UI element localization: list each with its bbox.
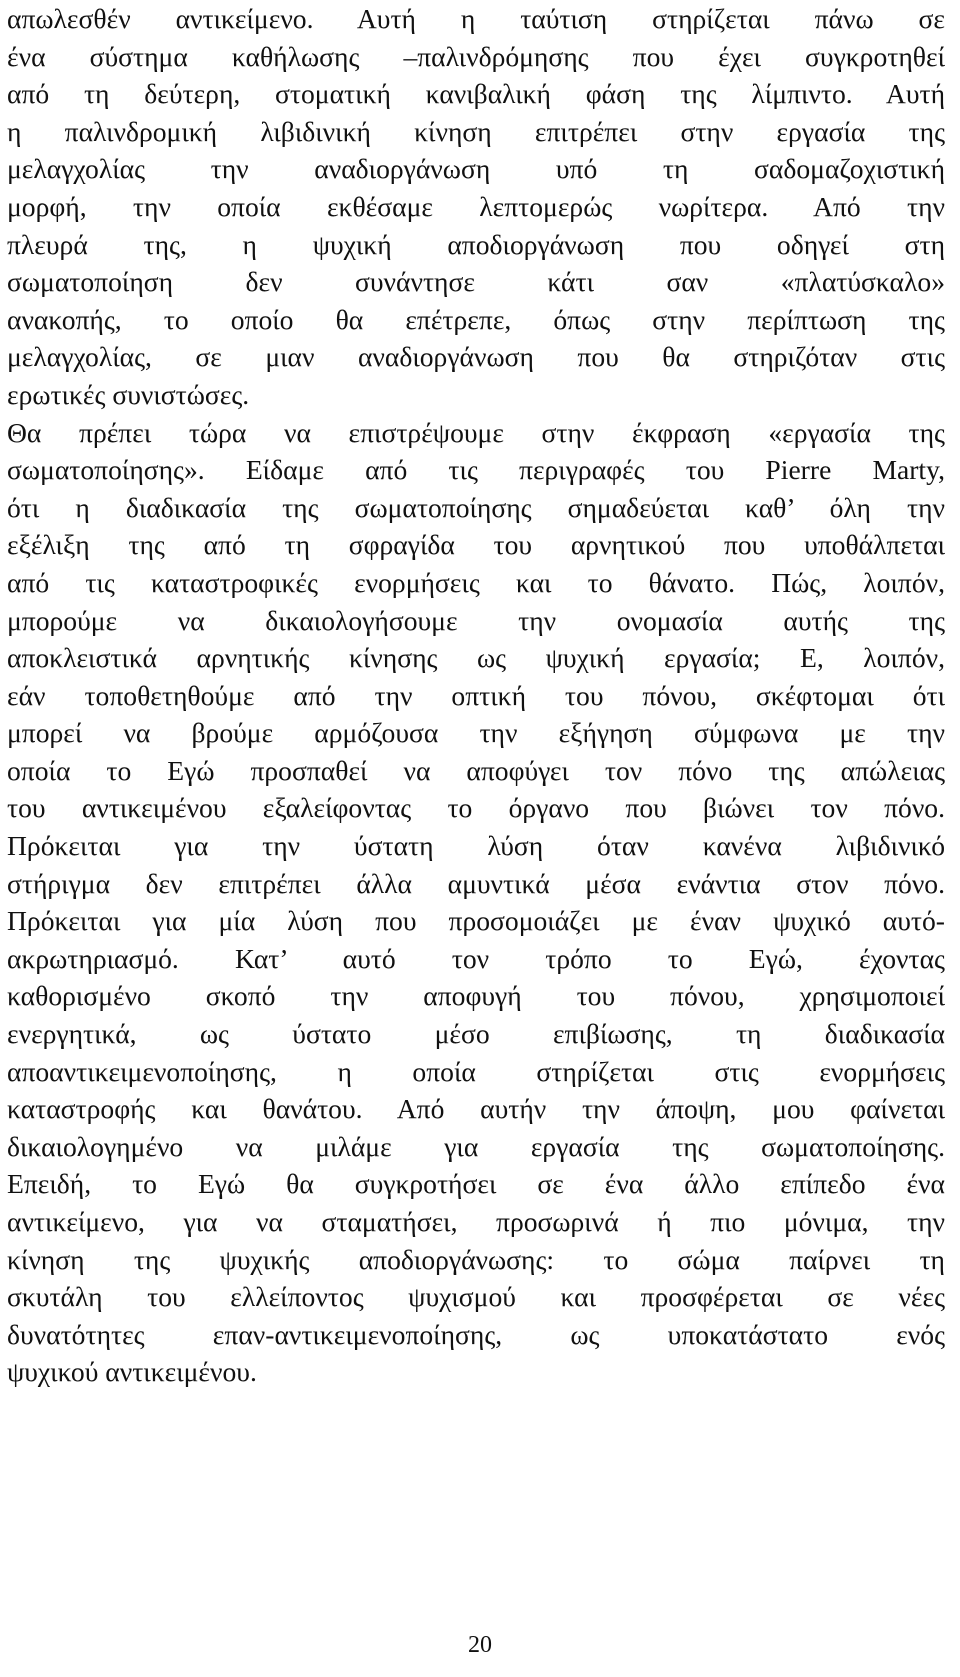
text-line: απωλεσθέν αντικείμενο. Αυτή η ταύτιση στηρίζεται πάνω σε [7, 3, 945, 34]
text-line: μελαγχολίας, σε μιαν αναδιοργάνωση που θα στηριζόταν στις [7, 341, 945, 373]
page-number: 20 [468, 1632, 492, 1658]
text-line: από τις καταστροφικές ενορμήσεις και το θάνατο. Πώς, λοιπόν, [7, 566, 945, 598]
text-line: ερωτικές συνιστώσες. [7, 378, 250, 410]
text-line: σωματοποίηση δεν συνάντησε κάτι σαν «πλατύσκαλο» [7, 266, 945, 298]
text-line: ότι η διαδικασία της σωματοποίησης σημαδεύεται καθ’ όλη την [7, 491, 945, 523]
text-line: κίνηση της ψυχικής αποδιοργάνωσης: το σώμα παίρνει τη [7, 1243, 945, 1275]
text-line: ακρωτηριασμό. Κατ’ αυτό τον τρόπο το Εγώ, έχοντας [7, 942, 945, 974]
text-line: αποκλειστικά αρνητικής κίνησης ως ψυχική εργασία; Ε, λοιπόν, [7, 642, 945, 674]
text-line: αντικείμενο, για να σταματήσει, προσωρινά ή πιο μόνιμα, την [7, 1206, 945, 1237]
text-line: πλευρά της, η ψυχική αποδιοργάνωση που οδηγεί στη [7, 228, 945, 260]
text-line: του αντικειμένου εξαλείφοντας το όργανο που βιώνει τον πόνο. [7, 792, 945, 824]
text-line: δυνατότητες επαν-αντικειμενοποίησης, ως υποκατάστατο ενός [7, 1318, 945, 1350]
text-line: καταστροφής και θανάτου. Από αυτήν την άποψη, μου φαίνεται [7, 1093, 945, 1125]
text-line: Πρόκειται για μία λύση που προσομοιάζει με έναν ψυχικό αυτό- [7, 905, 945, 937]
text-line: δικαιολογημένο να μιλάμε για εργασία της σωματοποίησης. [7, 1130, 945, 1162]
text-line: στήριγμα δεν επιτρέπει άλλα αμυντικά μέσα ενάντια στον πόνο. [7, 867, 945, 899]
text-line: σωματοποίησης». Είδαμε από τις περιγραφές του Pierre Marty, [7, 454, 945, 486]
text-line: Θα πρέπει τώρα να επιστρέψουμε στην έκφραση «εργασία της [7, 416, 945, 448]
text-line: ψυχικού αντικειμένου. [7, 1356, 257, 1388]
text-line: Επειδή, το Εγώ θα συγκροτήσει σε ένα άλλο επίπεδο ένα [7, 1168, 945, 1200]
text-line: καθορισμένο σκοπό την αποφυγή του πόνου, χρησιμοποιεί [7, 980, 945, 1012]
text-line: Πρόκειται για την ύστατη λύση όταν κανένα λιβιδινικό [7, 830, 945, 862]
text-line: ένα σύστημα καθήλωσης –παλινδρόμησης που έχει συγκροτηθεί [7, 40, 945, 72]
text-line: μπορούμε να δικαιολογήσουμε την ονομασία αυτής της [7, 604, 945, 636]
text-line: η παλινδρομική λιβιδινική κίνηση επιτρέπει στην εργασία της [7, 115, 945, 147]
body-text [7, 0, 945, 1391]
text-line: μορφή, την οποία εκθέσαμε λεπτομερώς νωρίτερα. Από την [7, 190, 945, 222]
text-line: ανακοπής, το οποίο θα επέτρεπε, όπως στην περίπτωση της [7, 303, 945, 335]
text-line: εάν τοποθετηθούμε από την οπτική του πόνου, σκέφτομαι ότι [7, 679, 945, 711]
text-line: σκυτάλη του ελλείποντος ψυχισμού και προσφέρεται σε νέες [7, 1281, 945, 1313]
text-line: οποία το Εγώ προσπαθεί να αποφύγει τον πόνο της απώλειας [7, 754, 945, 786]
text-line: ενεργητικά, ως ύστατο μέσο επιβίωσης, τη διαδικασία [7, 1018, 945, 1050]
text-line: από τη δεύτερη, στοματική κανιβαλική φάση της λίμπιντο. Αυτή [7, 78, 945, 110]
text-line: μπορεί να βρούμε αρμόζουσα την εξήγηση σύμφωνα με την [7, 717, 945, 749]
text-line: μελαγχολίας την αναδιοργάνωση υπό τη σαδομαζοχιστική [7, 153, 945, 185]
text-line: αποαντικειμενοποίησης, η οποία στηρίζεται στις ενορμήσεις [7, 1055, 945, 1087]
text-line: εξέλιξη της από τη σφραγίδα του αρνητικού που υποθάλπεται [7, 529, 945, 561]
